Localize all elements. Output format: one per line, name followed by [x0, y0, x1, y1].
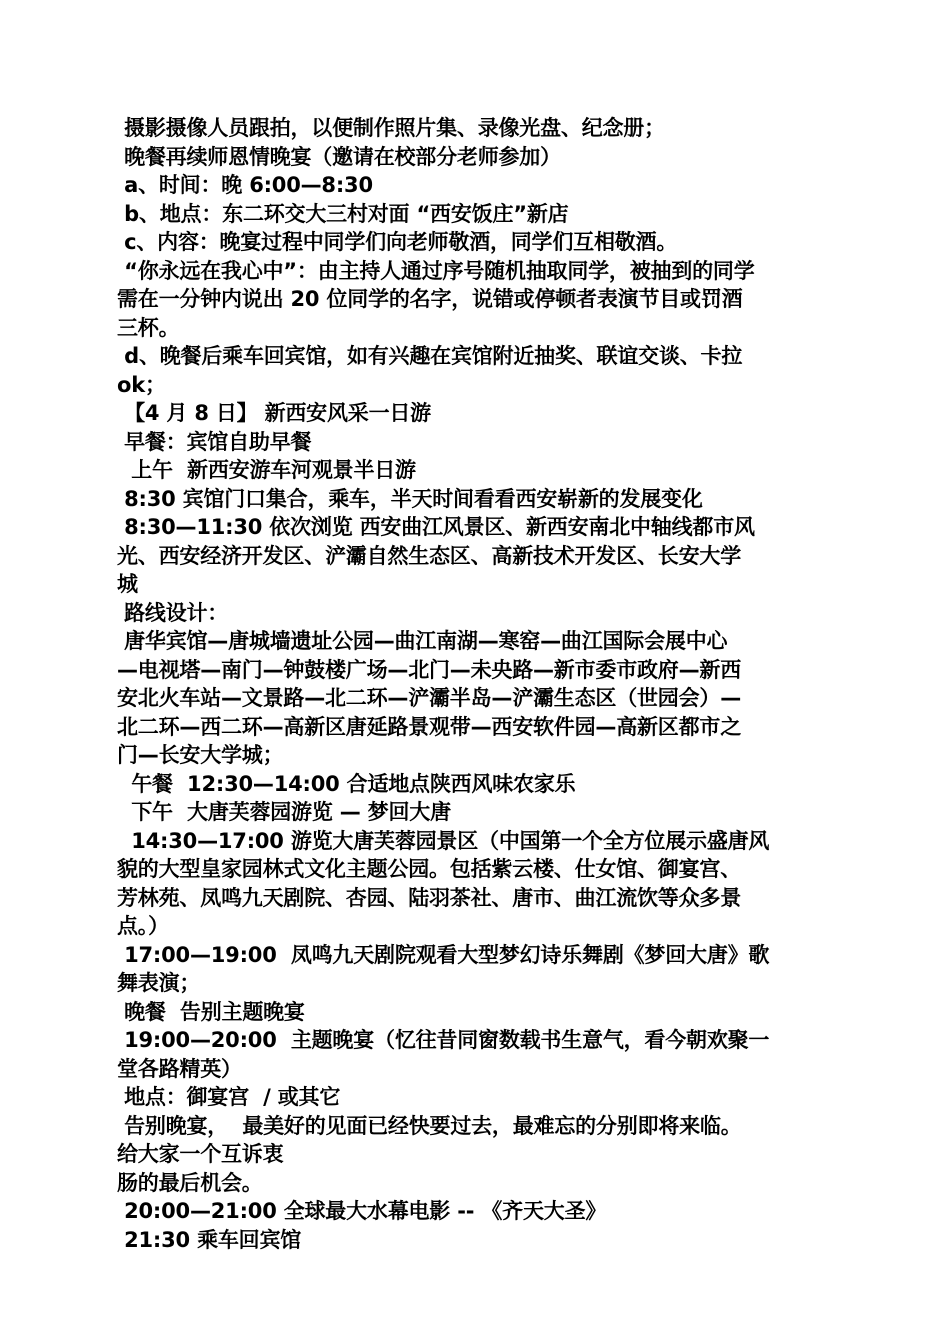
text-line: 下午 大唐芙蓉园游览 — 梦回大唐: [117, 800, 451, 824]
text-line: 17:00—19:00 凤鸣九天剧院观看大型梦幻诗乐舞剧《梦回大唐》歌: [117, 942, 770, 967]
text-line: 点。）: [117, 914, 169, 938]
text-line: 路线设计：: [117, 600, 229, 625]
text-line: c、内容：晚宴过程中同学们向老师敬酒，同学们互相敬酒。: [117, 230, 678, 254]
text-line: ok；: [117, 372, 166, 397]
text-line: 19:00—20:00 主题晚宴（忆往昔同窗数载书生意气，看今朝欢聚一: [117, 1028, 770, 1052]
text-line: b、地点：东二环交大三村对面 “西安饭庄”新店: [117, 201, 569, 226]
text-line: 21:30 乘车回宾馆: [117, 1227, 302, 1252]
text-line: 告别晚宴， 最美好的见面已经快要过去，最难忘的分别即将来临。: [117, 1113, 742, 1138]
text-line: 光、西安经济开发区、浐灞自然生态区、高新技术开发区、长安大学: [117, 543, 741, 568]
text-line: 唐华宾馆—唐城墙遗址公园—曲江南湖—寒窑—曲江国际会展中心: [117, 629, 728, 653]
text-line: 北二环—西二环—高新区唐延路景观带—西安软件园—高新区都市之: [117, 714, 741, 739]
text-line: 三杯。: [117, 315, 180, 340]
text-line: 安北火车站—文景路—北二环—浐灞半岛—浐灞生态区（世园会）—: [117, 686, 741, 710]
section-heading: 【4 月 8 日】 新西安风采一日游: [117, 401, 431, 425]
text-line: a、时间：晚 6:00—8:30: [117, 173, 373, 197]
text-line: 14:30—17:00 游览大唐芙蓉园景区（中国第一个全方位展示盛唐风: [117, 828, 770, 853]
text-line: 门—长安大学城；: [117, 743, 284, 767]
text-line: 晚餐 告别主题晚宴: [117, 999, 305, 1024]
text-line: 晚餐再续师恩情晚宴（邀请在校部分老师参加）: [117, 144, 561, 169]
text-line: 地点：御宴宫 / 或其它: [117, 1085, 341, 1109]
text-line: 早餐：宾馆自助早餐: [117, 429, 312, 454]
text-line: d、晚餐后乘车回宾馆，如有兴趣在宾馆附近抽奖、联谊交谈、卡拉: [117, 344, 743, 368]
text-line: 肠的最后机会。: [117, 1170, 263, 1195]
text-line: 20:00—21:00 全球最大水幕电影 -- 《齐天大圣》: [117, 1199, 607, 1223]
text-line: 上午 新西安游车河观景半日游: [117, 458, 416, 482]
itinerary-text-block: [117, 114, 835, 1254]
text-line: 摄影摄像人员跟拍，以便制作照片集、录像光盘、纪念册；: [117, 116, 665, 140]
text-line: 给大家一个互诉衷: [117, 1142, 284, 1166]
text-line: 需在一分钟内说出 20 位同学的名字，说错或停顿者表演节目或罚酒: [117, 287, 743, 311]
text-line: 貌的大型皇家园林式文化主题公园。包括紫云楼、仕女馆、御宴宫、: [117, 857, 741, 881]
text-line: 舞表演；: [117, 971, 201, 995]
text-line: 芳林苑、凤鸣九天剧院、杏园、陆羽茶社、唐市、曲江流饮等众多景: [117, 885, 741, 910]
text-line: “你永远在我心中”：由主持人通过序号随机抽取同学，被抽到的同学: [117, 258, 755, 283]
text-line: 8:30—11:30 依次浏览 西安曲江风景区、新西安南北中轴线都市风: [117, 515, 755, 539]
text-line: 城: [117, 572, 138, 596]
text-line: 午餐 12:30—14:00 合适地点陕西风味农家乐: [117, 771, 576, 796]
text-line: 8:30 宾馆门口集合，乘车，半天时间看看西安崭新的发展变化: [117, 486, 703, 511]
text-line: —电视塔—南门—钟鼓楼广场—北门—未央路—新市委市政府—新西: [117, 657, 741, 682]
text-line: 堂各路精英）: [117, 1056, 242, 1081]
